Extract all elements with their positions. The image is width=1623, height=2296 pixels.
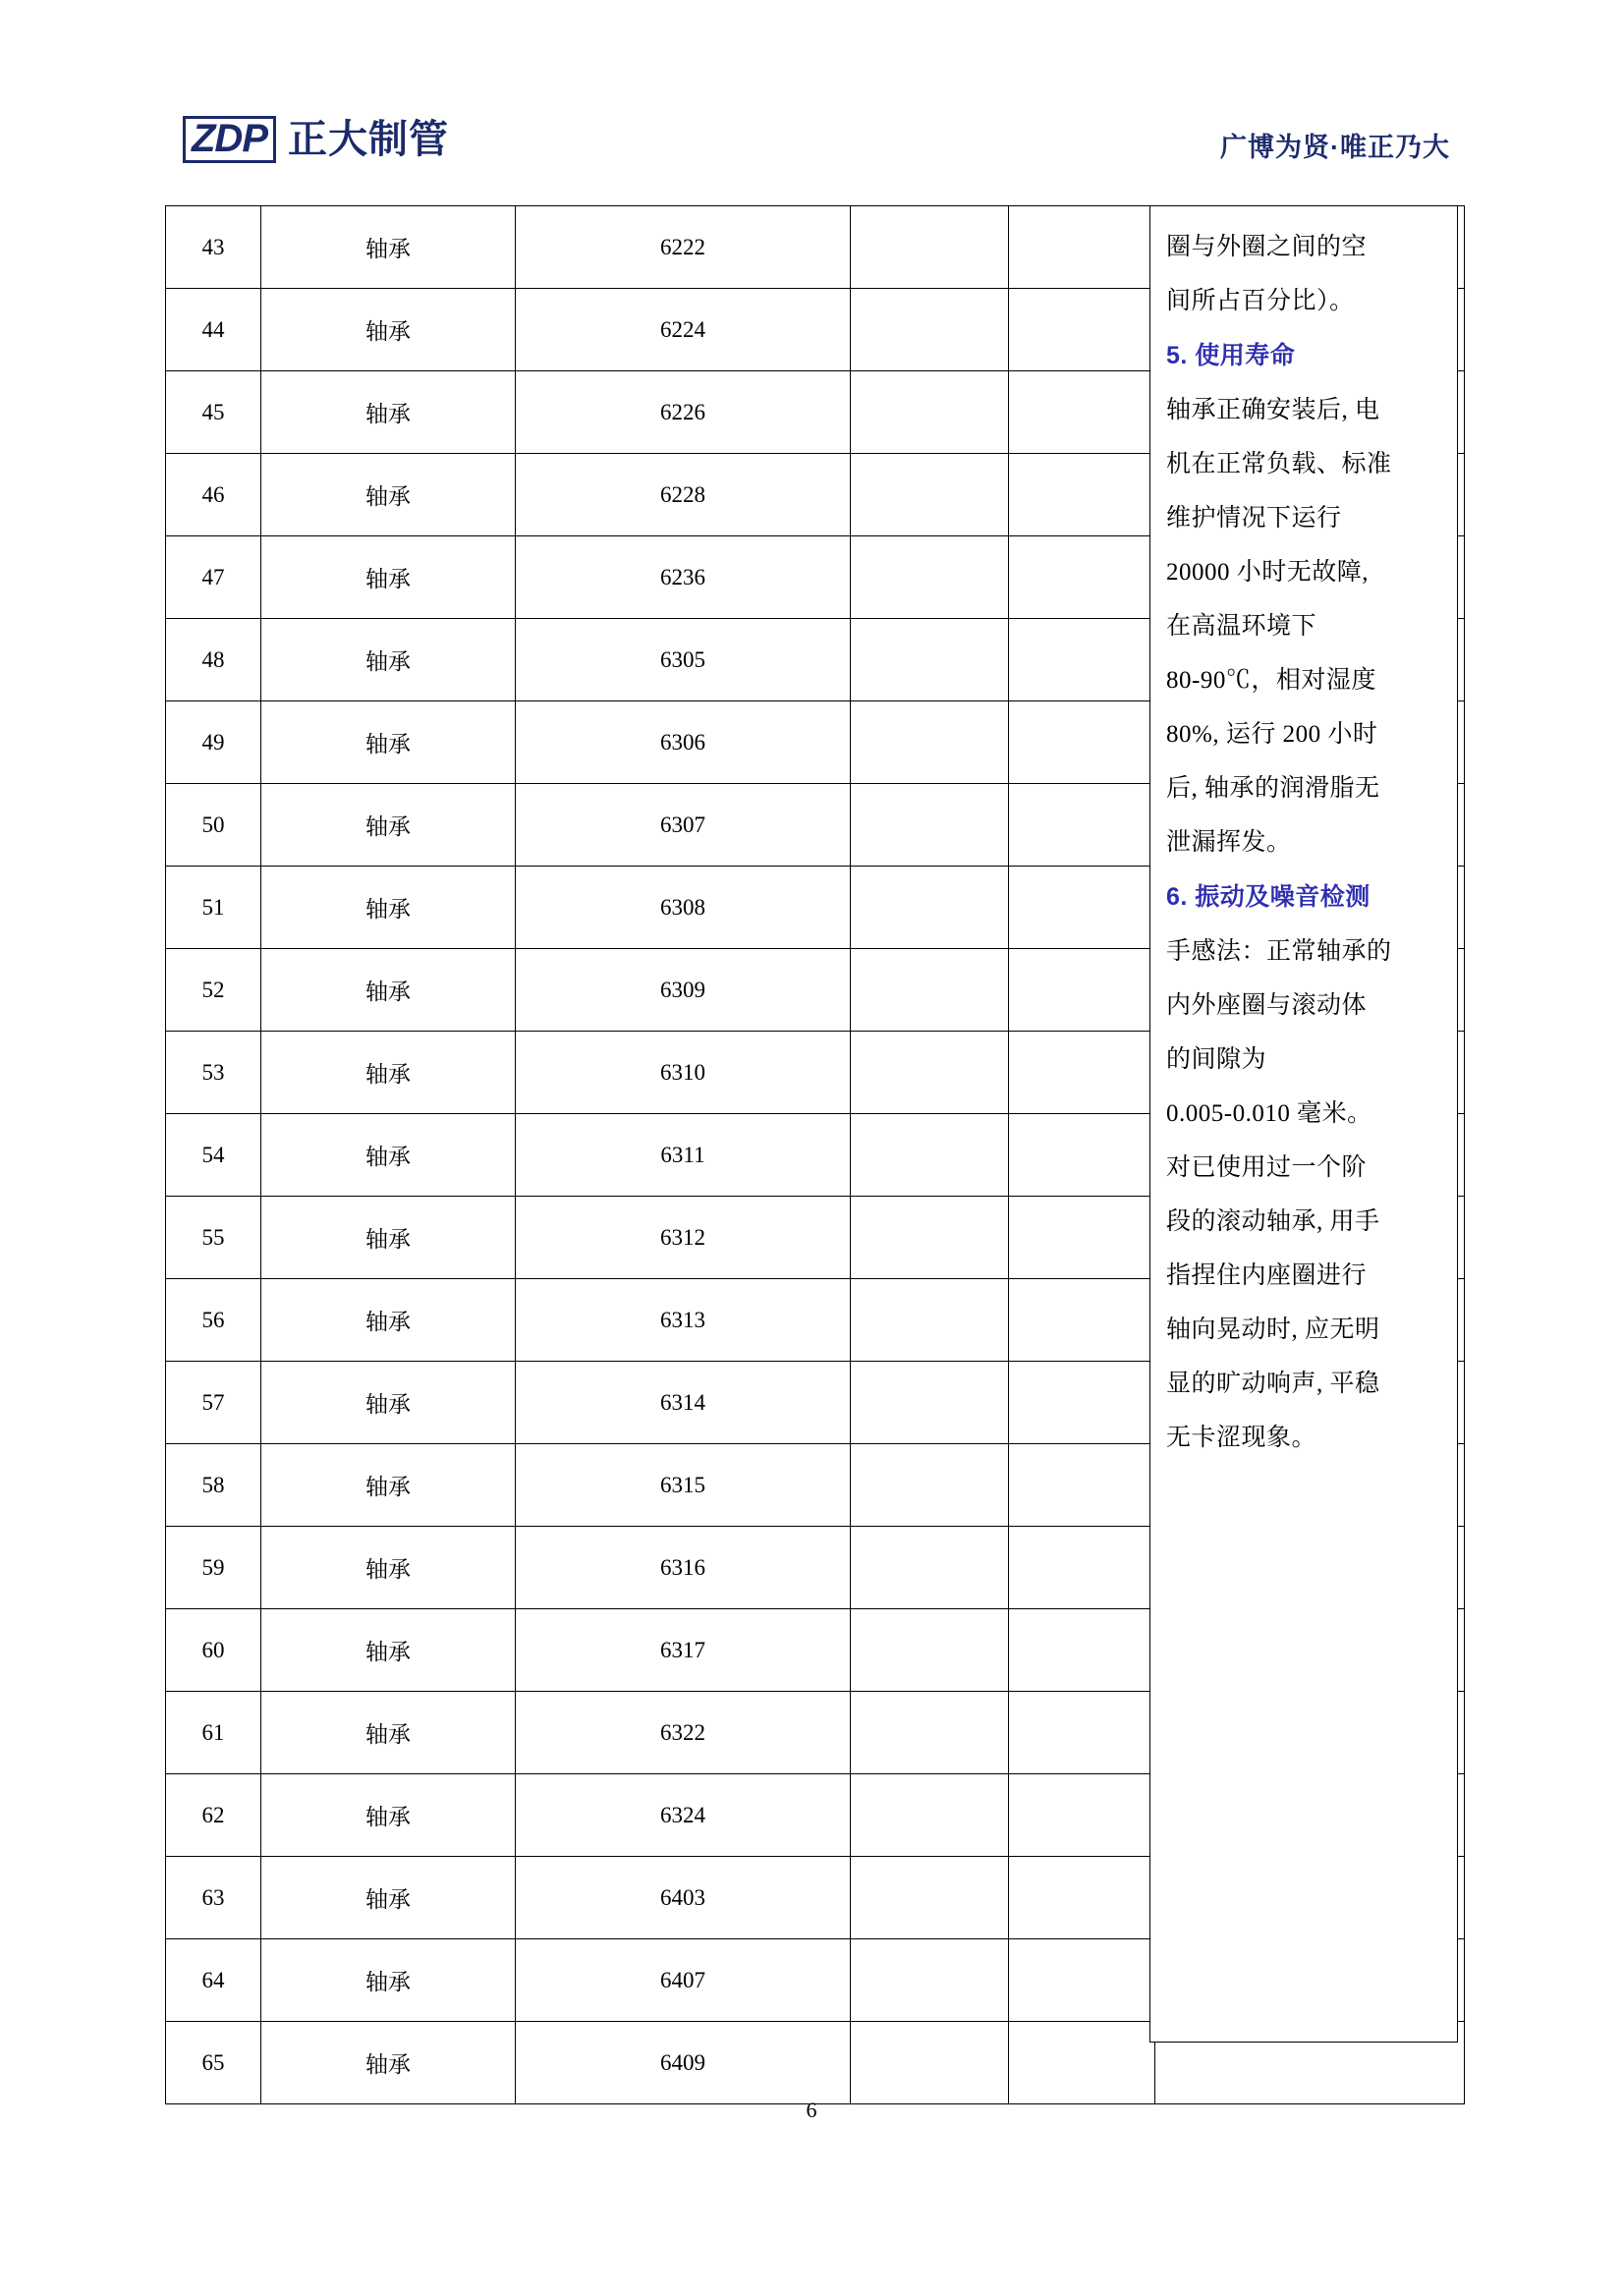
side-note-heading: 6. 振动及噪音检测 xyxy=(1166,883,1371,911)
side-note-line: 手感法：正常轴承的 xyxy=(1166,938,1392,965)
cell-model: 6312 xyxy=(516,1197,851,1279)
cell-blank-1 xyxy=(851,1197,1009,1279)
cell-blank-1 xyxy=(851,454,1009,536)
cell-blank-1 xyxy=(851,701,1009,784)
cell-model: 6222 xyxy=(516,206,851,289)
cell-name: 轴承 xyxy=(261,2022,516,2104)
cell-blank-1 xyxy=(851,289,1009,371)
cell-index: 62 xyxy=(166,1774,261,1857)
cell-blank-1 xyxy=(851,784,1009,867)
cell-model: 6314 xyxy=(516,1362,851,1444)
cell-model: 6307 xyxy=(516,784,851,867)
cell-model: 6228 xyxy=(516,454,851,536)
cell-blank-1 xyxy=(851,867,1009,949)
cell-name: 轴承 xyxy=(261,619,516,701)
side-note-line: 显的旷动响声, 平稳 xyxy=(1166,1371,1380,1397)
cell-blank-2 xyxy=(1009,1609,1155,1692)
cell-blank-1 xyxy=(851,1279,1009,1362)
cell-blank-2 xyxy=(1009,536,1155,619)
cell-index: 51 xyxy=(166,867,261,949)
cell-name: 轴承 xyxy=(261,1939,516,2022)
cell-blank-2 xyxy=(1009,1362,1155,1444)
cell-name: 轴承 xyxy=(261,1774,516,1857)
cell-blank-1 xyxy=(851,1692,1009,1774)
cell-model: 6310 xyxy=(516,1032,851,1114)
cell-blank-1 xyxy=(851,949,1009,1032)
cell-model: 6324 xyxy=(516,1774,851,1857)
cell-blank-1 xyxy=(851,371,1009,454)
cell-index: 54 xyxy=(166,1114,261,1197)
cell-blank-2 xyxy=(1009,289,1155,371)
cell-index: 48 xyxy=(166,619,261,701)
cell-blank-2 xyxy=(1009,371,1155,454)
cell-index: 45 xyxy=(166,371,261,454)
cell-model: 6226 xyxy=(516,371,851,454)
cell-name: 轴承 xyxy=(261,1114,516,1197)
cell-index: 53 xyxy=(166,1032,261,1114)
cell-name: 轴承 xyxy=(261,1527,516,1609)
cell-index: 50 xyxy=(166,784,261,867)
cell-model: 6407 xyxy=(516,1939,851,2022)
cell-name: 轴承 xyxy=(261,371,516,454)
side-note-line: 对已使用过一个阶 xyxy=(1166,1154,1368,1181)
logo-chinese-name: 正大制管 xyxy=(288,118,449,161)
cell-index: 64 xyxy=(166,1939,261,2022)
cell-model: 6236 xyxy=(516,536,851,619)
side-note-heading: 5. 使用寿命 xyxy=(1166,342,1296,369)
cell-blank-2 xyxy=(1009,619,1155,701)
cell-index: 58 xyxy=(166,1444,261,1527)
cell-index: 49 xyxy=(166,701,261,784)
cell-name: 轴承 xyxy=(261,289,516,371)
cell-name: 轴承 xyxy=(261,701,516,784)
side-note-line: 段的滚动轴承, 用手 xyxy=(1166,1208,1380,1235)
cell-index: 59 xyxy=(166,1527,261,1609)
cell-name: 轴承 xyxy=(261,867,516,949)
cell-blank-2 xyxy=(1009,784,1155,867)
side-note-line: 机在正常负载、标准 xyxy=(1166,451,1392,477)
cell-blank-2 xyxy=(1009,949,1155,1032)
cell-model: 6309 xyxy=(516,949,851,1032)
side-note-line: 维护情况下运行 xyxy=(1166,505,1342,532)
cell-blank-2 xyxy=(1009,1939,1155,2022)
cell-blank-1 xyxy=(851,1774,1009,1857)
side-note-line: 无卡涩现象。 xyxy=(1166,1425,1317,1451)
cell-index: 65 xyxy=(166,2022,261,2104)
side-note-line: 后, 轴承的润滑脂无 xyxy=(1166,775,1380,802)
cell-index: 63 xyxy=(166,1857,261,1939)
cell-index: 55 xyxy=(166,1197,261,1279)
company-logo xyxy=(183,116,449,163)
side-note-line: 轴向晃动时, 应无明 xyxy=(1166,1316,1380,1343)
cell-name: 轴承 xyxy=(261,1609,516,1692)
cell-blank-1 xyxy=(851,1939,1009,2022)
cell-model: 6305 xyxy=(516,619,851,701)
cell-model: 6316 xyxy=(516,1527,851,1609)
cell-blank-1 xyxy=(851,1362,1009,1444)
cell-blank-1 xyxy=(851,1527,1009,1609)
cell-index: 57 xyxy=(166,1362,261,1444)
cell-model: 6317 xyxy=(516,1609,851,1692)
side-note-line: 间所占百分比）。 xyxy=(1166,288,1355,314)
cell-name: 轴承 xyxy=(261,1692,516,1774)
cell-model: 6322 xyxy=(516,1692,851,1774)
cell-name: 轴承 xyxy=(261,1279,516,1362)
cell-blank-1 xyxy=(851,1444,1009,1527)
cell-name: 轴承 xyxy=(261,454,516,536)
cell-blank-2 xyxy=(1009,1774,1155,1857)
cell-model: 6311 xyxy=(516,1114,851,1197)
side-note-line: 0.005-0.010 毫米。 xyxy=(1166,1100,1372,1127)
cell-name: 轴承 xyxy=(261,1444,516,1527)
cell-index: 44 xyxy=(166,289,261,371)
side-note-line: 泄漏挥发。 xyxy=(1166,829,1292,856)
cell-blank-1 xyxy=(851,1032,1009,1114)
cell-model: 6313 xyxy=(516,1279,851,1362)
company-slogan: 广博为贤·唯正乃大 xyxy=(1220,133,1450,162)
page-header xyxy=(183,116,1450,185)
cell-index: 47 xyxy=(166,536,261,619)
side-note-line: 在高温环境下 xyxy=(1166,613,1317,640)
cell-name: 轴承 xyxy=(261,949,516,1032)
page-number: 6 xyxy=(806,2098,817,2122)
side-note-line: 80-90℃，相对湿度 xyxy=(1166,667,1376,694)
side-note-line: 20000 小时无故障, xyxy=(1166,559,1370,586)
cell-name: 轴承 xyxy=(261,1362,516,1444)
cell-blank-2 xyxy=(1009,454,1155,536)
cell-blank-1 xyxy=(851,206,1009,289)
cell-blank-2 xyxy=(1009,2022,1155,2104)
cell-model: 6306 xyxy=(516,701,851,784)
side-note-line: 指捏住内座圈进行 xyxy=(1166,1262,1368,1289)
cell-blank-2 xyxy=(1009,1032,1155,1114)
cell-index: 61 xyxy=(166,1692,261,1774)
cell-model: 6224 xyxy=(516,289,851,371)
cell-index: 60 xyxy=(166,1609,261,1692)
cell-model: 6409 xyxy=(516,2022,851,2104)
side-note-line: 内外座圈与滚动体 xyxy=(1166,992,1368,1019)
cell-name: 轴承 xyxy=(261,1197,516,1279)
side-note-line: 轴承正确安装后, 电 xyxy=(1166,397,1380,423)
cell-blank-2 xyxy=(1009,1197,1155,1279)
side-note-column xyxy=(1149,205,1458,2043)
cell-blank-2 xyxy=(1009,1692,1155,1774)
cell-model: 6308 xyxy=(516,867,851,949)
cell-blank-1 xyxy=(851,1857,1009,1939)
cell-name: 轴承 xyxy=(261,206,516,289)
cell-model: 6315 xyxy=(516,1444,851,1527)
side-note-line: 80%, 运行 200 小时 xyxy=(1166,721,1378,748)
cell-blank-2 xyxy=(1009,867,1155,949)
cell-blank-2 xyxy=(1009,1114,1155,1197)
cell-blank-1 xyxy=(851,1114,1009,1197)
cell-blank-1 xyxy=(851,536,1009,619)
cell-model: 6403 xyxy=(516,1857,851,1939)
cell-name: 轴承 xyxy=(261,536,516,619)
side-note-line: 的间隙为 xyxy=(1166,1046,1267,1073)
cell-name: 轴承 xyxy=(261,1032,516,1114)
cell-blank-2 xyxy=(1009,701,1155,784)
cell-index: 46 xyxy=(166,454,261,536)
logo-mark-text: ZDP xyxy=(183,116,276,163)
cell-blank-2 xyxy=(1009,1444,1155,1527)
side-note-line: 圈与外圈之间的空 xyxy=(1166,234,1368,260)
cell-blank-2 xyxy=(1009,1527,1155,1609)
cell-name: 轴承 xyxy=(261,1857,516,1939)
cell-index: 52 xyxy=(166,949,261,1032)
cell-blank-2 xyxy=(1009,1857,1155,1939)
cell-blank-2 xyxy=(1009,206,1155,289)
cell-blank-1 xyxy=(851,2022,1009,2104)
cell-blank-2 xyxy=(1009,1279,1155,1362)
cell-index: 56 xyxy=(166,1279,261,1362)
cell-blank-1 xyxy=(851,1609,1009,1692)
cell-blank-1 xyxy=(851,619,1009,701)
cell-name: 轴承 xyxy=(261,784,516,867)
cell-index: 43 xyxy=(166,206,261,289)
